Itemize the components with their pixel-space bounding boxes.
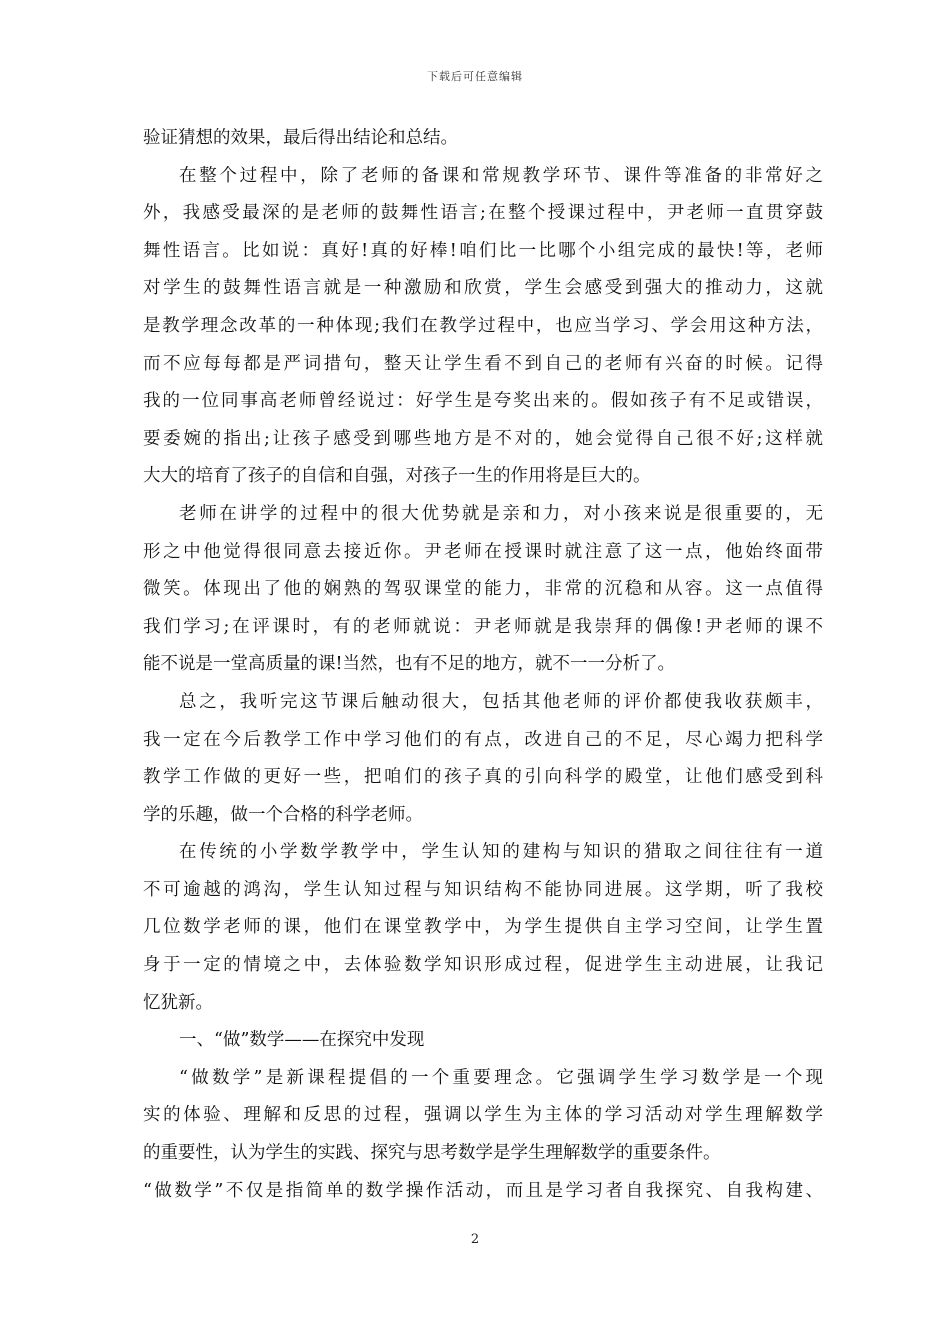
text-line: 不可逾越的鸿沟，学生认知过程与知识结构不能协同进展。这学期，听了我校 xyxy=(143,879,823,900)
text-line: 我们学习;在评课时，有的老师就说：尹老师就是我崇拜的偶像!尹老师的课不 xyxy=(143,616,823,637)
text-line: 教学工作做的更好一些，把咱们的孩子真的引向科学的殿堂，让他们感受到科 xyxy=(143,767,823,788)
text-line: 对学生的鼓舞性语言就是一种激励和欣赏，学生会感受到强大的推动力，这就 xyxy=(143,278,823,299)
text-line: 老师在讲学的过程中的很大优势就是亲和力，对小孩来说是很重要的，无 xyxy=(179,503,823,524)
text-line: 形之中他觉得很同意去接近你。尹老师在授课时就注意了这一点，他始终面带 xyxy=(143,541,823,562)
text-line: 学的乐趣，做一个合格的科学老师。 xyxy=(143,804,423,825)
text-line: 实的体验、理解和反思的过程，强调以学生为主体的学习活动对学生理解数学 xyxy=(143,1105,823,1126)
text-line: 在整个过程中，除了老师的备课和常规教学环节、课件等准备的非常好之 xyxy=(179,165,823,186)
text-line: 是教学理念改革的一种体现;我们在教学过程中，也应当学习、学会用这种方法， xyxy=(143,315,823,336)
text-line: 外，我感受最深的是老师的鼓舞性语言;在整个授课过程中，尹老师一直贯穿鼓 xyxy=(143,203,823,224)
text-line: 在传统的小学数学教学中，学生认知的建构与知识的猎取之间往往有一道 xyxy=(179,842,823,863)
text-line: “做数学”不仅是指简单的数学操作活动，而且是学习者自我探究、自我构建、 xyxy=(143,1180,823,1201)
text-line: 忆犹新。 xyxy=(143,992,213,1013)
section-heading: 一、“做”数学——在探究中发现 xyxy=(179,1030,425,1051)
text-line: 微笑。体现出了他的娴熟的驾驭课堂的能力，非常的沉稳和从容。这一点值得 xyxy=(143,579,823,600)
text-line: 总之，我听完这节课后触动很大，包括其他老师的评价都使我收获颇丰， xyxy=(179,691,823,712)
text-line: 大大的培育了孩子的自信和自强，对孩子一生的作用将是巨大的。 xyxy=(143,466,651,487)
text-line: 我一定在今后教学工作中学习他们的有点，改进自己的不足，尽心竭力把科学 xyxy=(143,729,823,750)
text-line: 身于一定的情境之中，去体验数学知识形成过程，促进学生主动进展，让我记 xyxy=(143,955,823,976)
page-header: 下载后可任意编辑 xyxy=(427,70,523,83)
page-number: 2 xyxy=(470,1232,480,1247)
text-line: 而不应每每都是严词措句，整天让学生看不到自己的老师有兴奋的时候。记得 xyxy=(143,353,823,374)
text-line: 能不说是一堂高质量的课!当然，也有不足的地方，就不一一分析了。 xyxy=(143,654,676,675)
text-line: 几位数学老师的课，他们在课堂教学中，为学生提供自主学习空间，让学生置 xyxy=(143,917,823,938)
document-body xyxy=(143,120,823,1210)
text-line: 我的一位同事高老师曾经说过：好学生是夸奖出来的。假如孩子有不足或错误， xyxy=(143,391,823,412)
text-line: 的重要性，认为学生的实践、探究与思考数学是学生理解数学的重要条件。 xyxy=(143,1143,721,1164)
text-line: “做数学”是新课程提倡的一个重要理念。它强调学生学习数学是一个现 xyxy=(179,1067,823,1088)
text-line: 舞性语言。比如说：真好!真的好棒!咱们比一比哪个小组完成的最快!等，老师 xyxy=(143,240,823,261)
text-line: 要委婉的指出;让孩子感受到哪些地方是不对的，她会觉得自己很不好;这样就 xyxy=(143,428,823,449)
text-line: 验证猜想的效果，最后得出结论和总结。 xyxy=(143,128,458,148)
